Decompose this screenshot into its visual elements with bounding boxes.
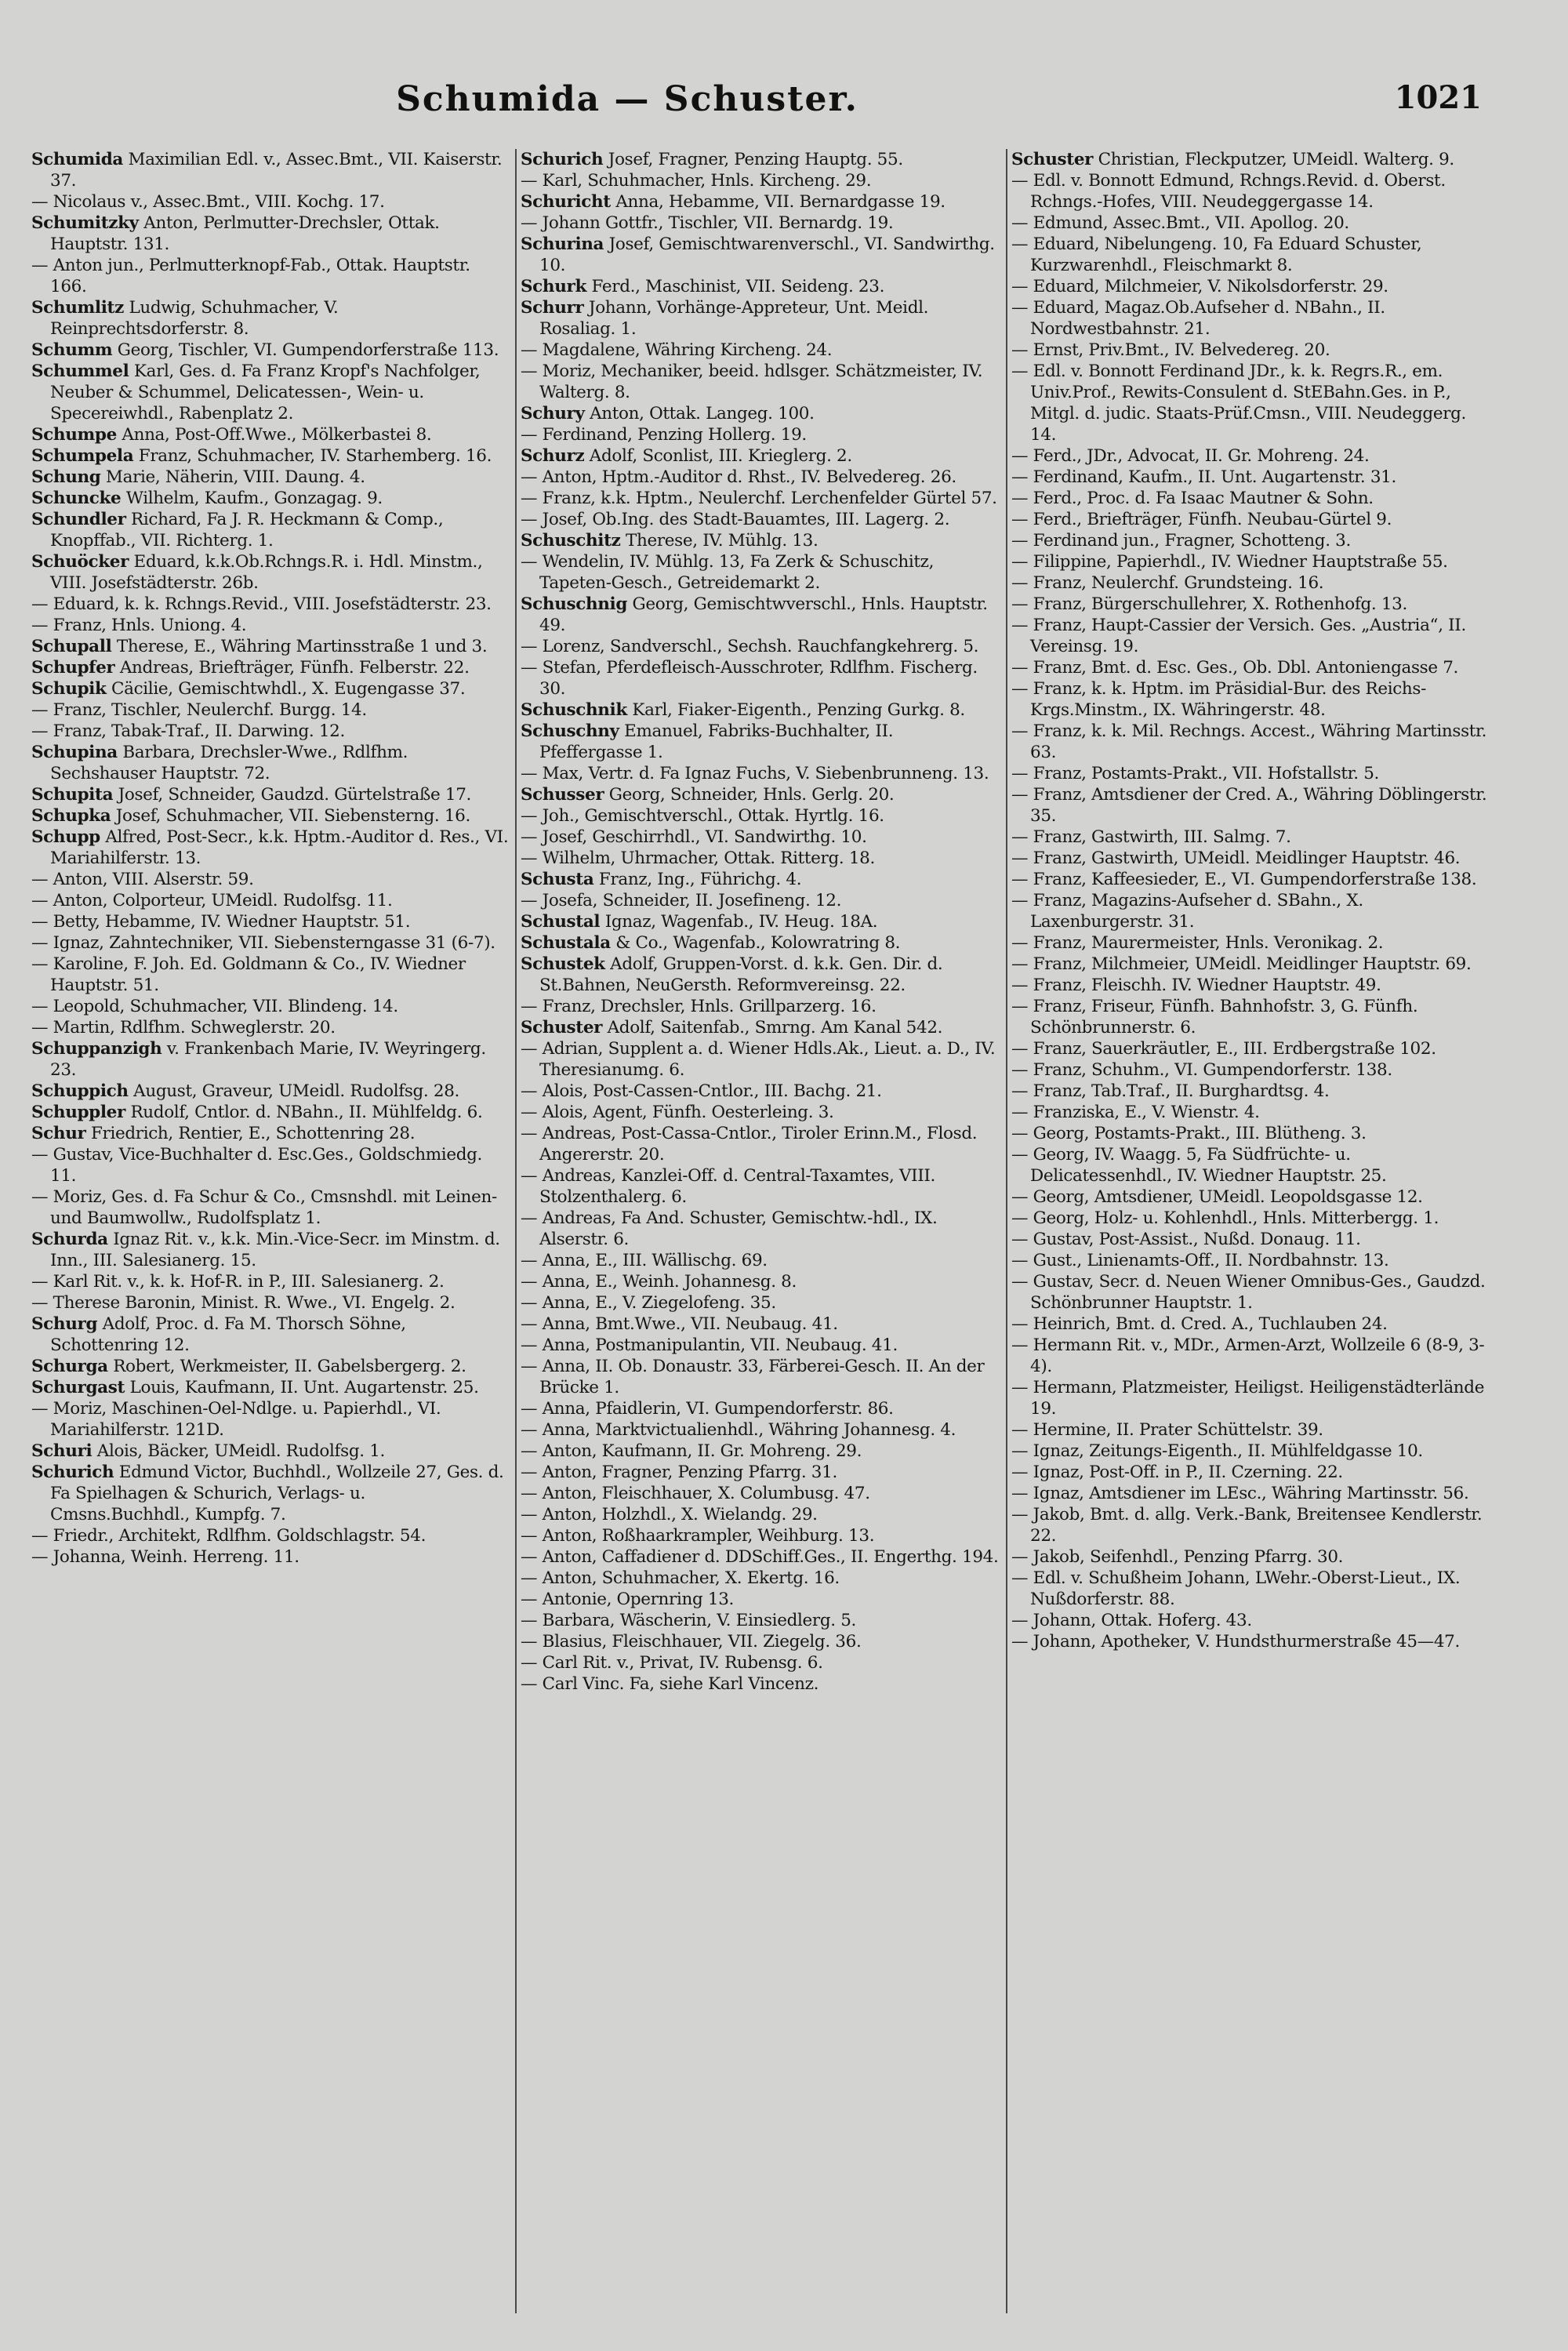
- directory-entry: Schupall Therese, E., Währing Martinsstraße 1 und 3.: [31, 637, 488, 656]
- directory-entry: — Betty, Hebamme, IV. Wiedner Hauptstr. 51.: [31, 912, 411, 932]
- directory-entry: — Franz, Hnls. Uniong. 4.: [31, 616, 247, 635]
- directory-entry: — Franz, Bmt. d. Esc. Ges., Ob. Dbl. Antoniengasse 7.: [1011, 658, 1459, 678]
- directory-entry: — Franz, Friseur, Fünfh. Bahnhofstr. 3, G. Fünfh. Schönbrunnerstr. 6.: [1011, 997, 1418, 1037]
- directory-entry: — Anna, Postmanipulantin, VII. Neubaug. 41.: [521, 1335, 898, 1355]
- directory-entry: — Edl. v. Bonnott Edmund, Rchngs.Revid. d. Oberst. Rchngs.-Hofes, VIII. Neudeggergasse 14.: [1011, 171, 1446, 212]
- directory-entry: — Moriz, Ges. d. Fa Schur & Co., Cmsnshdl. mit Leinen- und Baumwollw., Rudolfsplatz 1.: [31, 1187, 497, 1228]
- directory-entry: — Ferd., Briefträger, Fünfh. Neubau-Gürtel 9.: [1011, 510, 1392, 529]
- directory-entry: — Franz, Drechsler, Hnls. Grillparzerg. 16.: [521, 997, 877, 1016]
- directory-entry: — Andreas, Fa And. Schuster, Gemischtw.-hdl., IX. Alserstr. 6.: [521, 1208, 938, 1249]
- directory-entry: — Carl Rit. v., Privat, IV. Rubensg. 6.: [521, 1653, 823, 1673]
- directory-entry: — Heinrich, Bmt. d. Cred. A., Tuchlauben 24.: [1011, 1314, 1388, 1334]
- directory-entry: — Adrian, Supplent a. d. Wiener Hdls.Ak., Lieut. a. D., IV. Theresianumg. 6.: [521, 1039, 996, 1080]
- column-1: [31, 149, 510, 2329]
- directory-entry: — Karl, Schuhmacher, Hnls. Kircheng. 29.: [521, 171, 872, 191]
- directory-entry: — Gustav, Vice-Buchhalter d. Esc.Ges., Goldschmiedg. 11.: [31, 1145, 483, 1186]
- directory-entry: — Franz, Haupt-Cassier der Versich. Ges. „Austria“, II. Vereinsg. 19.: [1011, 616, 1466, 656]
- directory-entry: — Eduard, Magaz.Ob.Aufseher d. NBahn., II. Nordwestbahnstr. 21.: [1011, 298, 1385, 339]
- directory-entry: — Johanna, Weinh. Herreng. 11.: [31, 1547, 299, 1567]
- directory-entry: — Josefa, Schneider, II. Josefineng. 12.: [521, 891, 842, 910]
- page-header: [0, 74, 1568, 137]
- directory-entry: — Ignaz, Zeitungs-Eigenth., II. Mühlfeldgasse 10.: [1011, 1441, 1423, 1461]
- directory-entry: — Johann Gottfr., Tischler, VII. Bernardg. 19.: [521, 213, 894, 233]
- directory-entry: — Ferd., Proc. d. Fa Isaac Mautner & Sohn.: [1011, 489, 1374, 508]
- directory-entry: — Franz, k. k. Mil. Rechngs. Accest., Währing Martinsstr. 63.: [1011, 721, 1487, 762]
- directory-entry: Schur Friedrich, Rentier, E., Schottenring 28.: [31, 1124, 416, 1143]
- directory-entry: — Franz, Neulerchf. Grundsteing. 16.: [1011, 573, 1324, 593]
- directory-entry: Schumpe Anna, Post-Off.Wwe., Mölkerbastei 8.: [31, 425, 432, 445]
- directory-entry: — Jakob, Seifenhdl., Penzing Pfarrg. 30.: [1011, 1547, 1344, 1567]
- directory-entry: — Lorenz, Sandverschl., Sechsh. Rauchfangkehrerg. 5.: [521, 637, 979, 656]
- directory-entry: Schusser Georg, Schneider, Hnls. Gerlg. 20.: [521, 785, 895, 805]
- directory-entry: Schurz Adolf, Sconlist, III. Krieglerg. 2.: [521, 446, 852, 466]
- directory-entry: — Antonie, Opernring 13.: [521, 1590, 735, 1609]
- directory-entry: Schurich Edmund Victor, Buchhdl., Wollzeile 27, Ges. d. Fa Spielhagen & Schurich, Verlags- u. Cmsns.Buchhdl., Kumpfg. 7.: [31, 1463, 504, 1524]
- directory-entry: — Ignaz, Zahntechniker, VII. Siebensterngasse 31 (6-7).: [31, 933, 495, 953]
- directory-entry: Schuschny Emanuel, Fabriks-Buchhalter, II. Pfeffergasse 1.: [521, 721, 894, 762]
- directory-entry: — Franz, Maurermeister, Hnls. Veronikag. 2.: [1011, 933, 1384, 953]
- directory-entry: — Franz, k. k. Hptm. im Präsidial-Bur. des Reichs-Krgs.Minstm., IX. Währingerstr. 48.: [1011, 679, 1427, 720]
- directory-entry: — Anna, Marktvictualienhdl., Währing Johannesg. 4.: [521, 1420, 956, 1440]
- directory-entry: — Ferd., JDr., Advocat, II. Gr. Mohreng. 24.: [1011, 446, 1370, 466]
- directory-entry: Schusta Franz, Ing., Führichg. 4.: [521, 870, 802, 889]
- directory-entry: — Ignaz, Amtsdiener im LEsc., Währing Martinsstr. 56.: [1011, 1484, 1469, 1503]
- directory-entry: — Eduard, Nibelungeng. 10, Fa Eduard Schuster, Kurzwarenhdl., Fleischmarkt 8.: [1011, 234, 1422, 275]
- directory-entry: Schuppich August, Graveur, UMeidl. Rudolfsg. 28.: [31, 1081, 460, 1101]
- directory-entry: — Johann, Ottak. Hoferg. 43.: [1011, 1611, 1252, 1630]
- directory-entry: — Wendelin, IV. Mühlg. 13, Fa Zerk & Schuschitz, Tapeten-Gesch., Getreidemarkt 2.: [521, 552, 935, 593]
- directory-entry: — Carl Vinc. Fa, siehe Karl Vincenz.: [521, 1674, 819, 1694]
- directory-entry: — Anna, E., III. Wällischg. 69.: [521, 1251, 768, 1270]
- directory-entry: Schumpela Franz, Schuhmacher, IV. Starhemberg. 16.: [31, 446, 492, 466]
- directory-entry: — Max, Vertr. d. Fa Ignaz Fuchs, V. Siebenbrunneng. 13.: [521, 764, 989, 783]
- directory-entry: — Franz, Amtsdiener der Cred. A., Währing Döblingerstr. 35.: [1011, 785, 1487, 826]
- directory-entry: Schuppler Rudolf, Cntlor. d. NBahn., II. Mühlfeldg. 6.: [31, 1103, 483, 1122]
- directory-entry: Schustek Adolf, Gruppen-Vorst. d. k.k. Gen. Dir. d. St.Bahnen, NeuGersth. Reformvereinsg. 22.: [521, 954, 943, 995]
- directory-entry: — Anton, Hptm.-Auditor d. Rhst., IV. Belvedereg. 26.: [521, 467, 956, 487]
- directory-entry: — Franz, Tab.Traf., II. Burghardtsg. 4.: [1011, 1081, 1330, 1101]
- directory-entry: Schupina Barbara, Drechsler-Wwe., Rdlfhm. Sechshauser Hauptstr. 72.: [31, 743, 408, 783]
- directory-entry: — Martin, Rdlfhm. Schweglerstr. 20.: [31, 1018, 336, 1037]
- directory-entry: Schurina Josef, Gemischtwarenverschl., VI. Sandwirthg. 10.: [521, 234, 995, 275]
- directory-entry: — Hermann Rit. v., MDr., Armen-Arzt, Wollzeile 6 (8-9, 3-4).: [1011, 1335, 1485, 1376]
- directory-entry: Schustala & Co., Wagenfab., Kolowratring 8.: [521, 933, 901, 953]
- directory-entry: — Eduard, k. k. Rchngs.Revid., VIII. Josefstädterstr. 23.: [31, 594, 492, 614]
- directory-entry: — Anton, Fragner, Penzing Pfarrg. 31.: [521, 1463, 837, 1482]
- directory-entry: — Hermine, II. Prater Schüttelstr. 39.: [1011, 1420, 1323, 1440]
- directory-entry: Schustal Ignaz, Wagenfab., IV. Heug. 18A.: [521, 912, 878, 932]
- directory-entry: — Franziska, E., V. Wienstr. 4.: [1011, 1103, 1260, 1122]
- directory-entry: — Franz, Bürgerschullehrer, X. Rothenhofg. 13.: [1011, 594, 1407, 614]
- directory-entry: — Karoline, F. Joh. Ed. Goldmann & Co., IV. Wiedner Hauptstr. 51.: [31, 954, 466, 995]
- page-number: 1021: [1394, 79, 1482, 116]
- directory-entry: Schupita Josef, Schneider, Gaudzd. Gürtelstraße 17.: [31, 785, 472, 805]
- directory-entry: — Josef, Geschirrhdl., VI. Sandwirthg. 10.: [521, 827, 867, 847]
- directory-entry: — Friedr., Architekt, Rdlfhm. Goldschlagstr. 54.: [31, 1526, 426, 1546]
- directory-entry: — Georg, IV. Waagg. 5, Fa Südfrüchte- u. Delicatessenhdl., IV. Wiedner Hauptstr. 25.: [1011, 1145, 1387, 1186]
- directory-entry: Schuschnig Georg, Gemischtwverschl., Hnls. Hauptstr. 49.: [521, 594, 988, 635]
- directory-entry: — Barbara, Wäscherin, V. Einsiedlerg. 5.: [521, 1611, 857, 1630]
- directory-entry: — Anton, Colporteur, UMeidl. Rudolfsg. 11.: [31, 891, 393, 910]
- directory-entry: — Franz, Gastwirth, III. Salmg. 7.: [1011, 827, 1291, 847]
- directory-entry: — Magdalene, Währing Kircheng. 24.: [521, 340, 833, 360]
- directory-entry: — Anna, E., V. Ziegelofeng. 35.: [521, 1293, 776, 1313]
- directory-entry: — Georg, Holz- u. Kohlenhdl., Hnls. Mitterbergg. 1.: [1011, 1208, 1439, 1228]
- directory-entry: — Franz, Milchmeier, UMeidl. Meidlinger Hauptstr. 69.: [1011, 954, 1472, 974]
- directory-entry: — Therese Baronin, Minist. R. Wwe., VI. Engelg. 2.: [31, 1293, 456, 1313]
- directory-entry: — Stefan, Pferdefleisch-Ausschroter, Rdlfhm. Fischerg. 30.: [521, 658, 978, 699]
- directory-entry: Schumm Georg, Tischler, VI. Gumpendorferstraße 113.: [31, 340, 499, 360]
- directory-entry: — Anton, Fleischhauer, X. Columbusg. 47.: [521, 1484, 870, 1503]
- directory-entry: — Ernst, Priv.Bmt., IV. Belvedereg. 20.: [1011, 340, 1330, 360]
- page-title: Schumida — Schuster.: [396, 79, 858, 119]
- directory-entry: — Joh., Gemischtverschl., Ottak. Hyrtlg. 16.: [521, 806, 884, 826]
- column-divider: [1006, 149, 1007, 2313]
- directory-entry: — Anton, Caffadiener d. DDSchiff.Ges., II. Engerthg. 194.: [521, 1547, 999, 1567]
- directory-entry: — Leopold, Schuhmacher, VII. Blindeng. 14.: [31, 997, 398, 1016]
- directory-entry: — Gustav, Post-Assist., Nußd. Donaug. 11.: [1011, 1230, 1361, 1249]
- directory-entry: — Ferdinand, Penzing Hollerg. 19.: [521, 425, 807, 445]
- directory-entry: — Gust., Linienamts-Off., II. Nordbahnstr. 13.: [1011, 1251, 1389, 1270]
- directory-entry: — Anton, VIII. Alserstr. 59.: [31, 870, 254, 889]
- directory-entry: — Alois, Post-Cassen-Cntlor., III. Bachg. 21.: [521, 1081, 882, 1101]
- directory-entry: Schurich Josef, Fragner, Penzing Hauptg. 55.: [521, 150, 903, 169]
- directory-entry: — Anton, Holzhdl., X. Wielandg. 29.: [521, 1505, 818, 1524]
- directory-entry: Schuster Christian, Fleckputzer, UMeidl. Walterg. 9.: [1011, 150, 1454, 169]
- directory-entry: — Anton, Kaufmann, II. Gr. Mohreng. 29.: [521, 1441, 862, 1461]
- directory-entry: — Andreas, Post-Cassa-Cntlor., Tiroler Erinn.M., Flosd. Angererstr. 20.: [521, 1124, 978, 1165]
- directory-entry: — Edmund, Assec.Bmt., VII. Apollog. 20.: [1011, 213, 1349, 233]
- directory-entry: — Blasius, Fleischhauer, VII. Ziegelg. 36.: [521, 1632, 862, 1652]
- directory-entry: — Wilhelm, Uhrmacher, Ottak. Ritterg. 18.: [521, 848, 875, 868]
- directory-entry: Schupfer Andreas, Briefträger, Fünfh. Felberstr. 22.: [31, 658, 470, 678]
- directory-entry: — Franz, Kaffeesieder, E., VI. Gumpendorferstraße 138.: [1011, 870, 1477, 889]
- directory-entry: — Ignaz, Post-Off. in P., II. Czerning. 22.: [1011, 1463, 1343, 1482]
- directory-entry: — Edl. v. Bonnott Ferdinand JDr., k. k. Regrs.R., em. Univ.Prof., Rewits-Consulent d. StEBahn.Ges. in P., Mitgl. d. judic. Staats-Prüf.Cmsn., VIII. Neudeggerg. 14.: [1011, 362, 1467, 445]
- directory-entry: Schupik Cäcilie, Gemischtwhdl., X. Eugengasse 37.: [31, 679, 466, 699]
- directory-entry: Schumlitz Ludwig, Schuhmacher, V. Reinprechtsdorferstr. 8.: [31, 298, 339, 339]
- directory-entry: Schumitzky Anton, Perlmutter-Drechsler, Ottak. Hauptstr. 131.: [31, 213, 440, 254]
- directory-entry: — Ferdinand, Kaufm., II. Unt. Augartenstr. 31.: [1011, 467, 1396, 487]
- directory-entry: — Anna, II. Ob. Donaustr. 33, Färberei-Gesch. II. An der Brücke 1.: [521, 1357, 985, 1397]
- directory-entry: — Franz, Fleischh. IV. Wiedner Hauptstr. 49.: [1011, 976, 1381, 995]
- directory-entry: — Eduard, Milchmeier, V. Nikolsdorferstr. 29.: [1011, 277, 1388, 296]
- column-3: [1011, 149, 1490, 2329]
- directory-entry: Schurda Ignaz Rit. v., k.k. Min.-Vice-Secr. im Minstm. d. Inn., III. Salesianerg. 15.: [31, 1230, 500, 1270]
- directory-entry: — Nicolaus v., Assec.Bmt., VIII. Kochg. 17.: [31, 192, 385, 212]
- directory-entry: Schurga Robert, Werkmeister, II. Gabelsbergerg. 2.: [31, 1357, 466, 1376]
- directory-entry: — Georg, Amtsdiener, UMeidl. Leopoldsgasse 12.: [1011, 1187, 1423, 1207]
- directory-entry: Schuschitz Therese, IV. Mühlg. 13.: [521, 531, 818, 551]
- directory-entry: — Franz, k.k. Hptm., Neulerchf. Lerchenfelder Gürtel 57.: [521, 489, 997, 508]
- directory-entry: Schuöcker Eduard, k.k.Ob.Rchngs.R. i. Hdl. Minstm., VIII. Josefstädterstr. 26b.: [31, 552, 483, 593]
- directory-entry: Schumida Maximilian Edl. v., Assec.Bmt., VII. Kaiserstr. 37.: [31, 150, 503, 191]
- directory-entry: — Franz, Schuhm., VI. Gumpendorferstr. 138.: [1011, 1060, 1392, 1080]
- directory-entry: — Moriz, Maschinen-Oel-Ndlge. u. Papierhdl., VI. Mariahilferstr. 121D.: [31, 1399, 441, 1440]
- directory-entry: — Josef, Ob.Ing. des Stadt-Bauamtes, III. Lagerg. 2.: [521, 510, 950, 529]
- directory-entry: — Anton, Schuhmacher, X. Ekertg. 16.: [521, 1568, 840, 1588]
- directory-entry: Schurgast Louis, Kaufmann, II. Unt. Augartenstr. 25.: [31, 1378, 479, 1397]
- directory-entry: Schurr Johann, Vorhänge-Appreteur, Unt. Meidl. Rosaliag. 1.: [521, 298, 929, 339]
- directory-entry: — Anna, E., Weinh. Johannesg. 8.: [521, 1272, 797, 1292]
- directory-entry: — Hermann, Platzmeister, Heiligst. Heiligenstädterlände 19.: [1011, 1378, 1485, 1419]
- directory-entry: — Johann, Apotheker, V. Hundsthurmerstraße 45—47.: [1011, 1632, 1460, 1652]
- directory-entry: Schuncke Wilhelm, Kaufm., Gonzagag. 9.: [31, 489, 383, 508]
- directory-entry: — Franz, Gastwirth, UMeidl. Meidlinger Hauptstr. 46.: [1011, 848, 1461, 868]
- directory-entry: — Anna, Bmt.Wwe., VII. Neubaug. 41.: [521, 1314, 838, 1334]
- directory-entry: — Franz, Magazins-Aufseher d. SBahn., X. Laxenburgerstr. 31.: [1011, 891, 1363, 932]
- directory-entry: Schury Anton, Ottak. Langeg. 100.: [521, 404, 815, 423]
- directory-entry: — Edl. v. Schußheim Johann, LWehr.-Oberst-Lieut., IX. Nußdorferstr. 88.: [1011, 1568, 1461, 1609]
- directory-entry: Schummel Karl, Ges. d. Fa Franz Kropf's Nachfolger, Neuber & Schummel, Delicatessen-, Wein- u. Specereiwhdl., Rabenplatz 2.: [31, 362, 481, 423]
- directory-entry: Schuppanzigh v. Frankenbach Marie, IV. Weyringerg. 23.: [31, 1039, 486, 1080]
- directory-entry: — Georg, Postamts-Prakt., III. Blütheng. 3.: [1011, 1124, 1367, 1143]
- directory-entry: — Franz, Sauerkräutler, E., III. Erdbergstraße 102.: [1011, 1039, 1436, 1059]
- directory-entry: — Filippine, Papierhdl., IV. Wiedner Hauptstraße 55.: [1011, 552, 1448, 572]
- directory-entry: Schuster Adolf, Saitenfab., Smrng. Am Kanal 542.: [521, 1018, 943, 1037]
- directory-entry: Schurg Adolf, Proc. d. Fa M. Thorsch Söhne, Schottenring 12.: [31, 1314, 406, 1355]
- directory-entry: Schundler Richard, Fa J. R. Heckmann & Comp., Knopffab., VII. Richterg. 1.: [31, 510, 444, 551]
- directory-entry: — Anna, Pfaidlerin, VI. Gumpendorferstr. 86.: [521, 1399, 894, 1419]
- directory-entry: Schung Marie, Näherin, VIII. Daung. 4.: [31, 467, 365, 487]
- directory-entry: — Alois, Agent, Fünfh. Oesterleing. 3.: [521, 1103, 834, 1122]
- directory-entry: — Andreas, Kanzlei-Off. d. Central-Taxamtes, VIII. Stolzenthalerg. 6.: [521, 1166, 936, 1207]
- directory-entry: — Franz, Postamts-Prakt., VII. Hofstallstr. 5.: [1011, 764, 1380, 783]
- directory-entry: — Anton, Roßhaarkrampler, Weihburg. 13.: [521, 1526, 875, 1546]
- directory-entry: — Franz, Tischler, Neulerchf. Burgg. 14.: [31, 700, 367, 720]
- directory-entry: — Anton jun., Perlmutterknopf-Fab., Ottak. Hauptstr. 166.: [31, 256, 470, 296]
- directory-entry: — Gustav, Secr. d. Neuen Wiener Omnibus-Ges., Gaudzd. Schönbrunner Hauptstr. 1.: [1011, 1272, 1486, 1313]
- directory-entry: Schuschnik Karl, Fiaker-Eigenth., Penzing Gurkg. 8.: [521, 700, 965, 720]
- directory-entry: — Jakob, Bmt. d. allg. Verk.-Bank, Breitensee Kendlerstr. 22.: [1011, 1505, 1483, 1546]
- directory-entry: Schuricht Anna, Hebamme, VII. Bernardgasse 19.: [521, 192, 946, 212]
- directory-entry: — Ferdinand jun., Fragner, Schotteng. 3.: [1011, 531, 1351, 551]
- directory-entry: — Franz, Tabak-Traf., II. Darwing. 12.: [31, 721, 345, 741]
- directory-entry: — Karl Rit. v., k. k. Hof-R. in P., III. Salesianerg. 2.: [31, 1272, 445, 1292]
- column-2: [521, 149, 999, 2329]
- directory-entry: Schupka Josef, Schuhmacher, VII. Siebensterng. 16.: [31, 806, 470, 826]
- directory-entry: Schuri Alois, Bäcker, UMeidl. Rudolfsg. 1.: [31, 1441, 386, 1461]
- directory-entry: Schupp Alfred, Post-Secr., k.k. Hptm.-Auditor d. Res., VI. Mariahilferstr. 13.: [31, 827, 509, 868]
- column-divider: [515, 149, 517, 2313]
- directory-entry: — Moriz, Mechaniker, beeid. hdlsger. Schätzmeister, IV. Walterg. 8.: [521, 362, 983, 402]
- directory-entry: Schurk Ferd., Maschinist, VII. Seideng. 23.: [521, 277, 885, 296]
